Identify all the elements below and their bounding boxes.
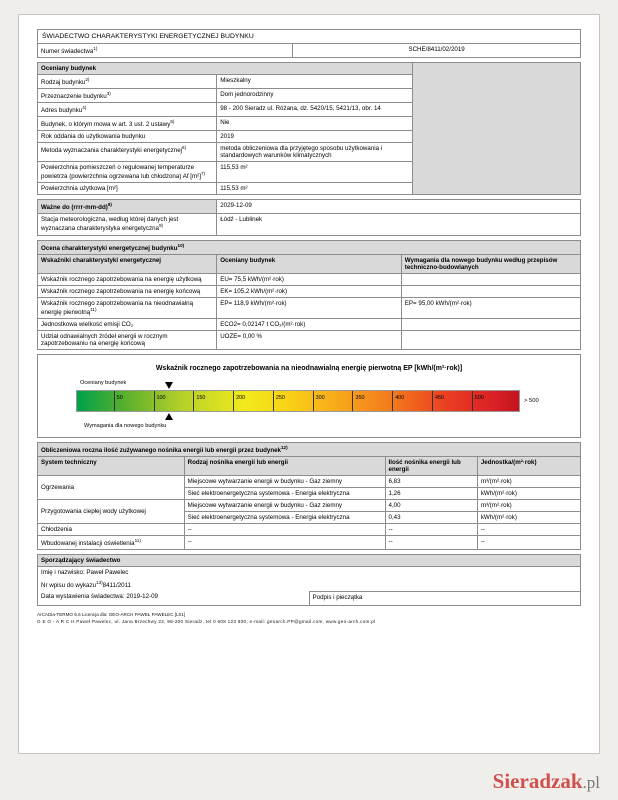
assessed-band: Oceniany budynek (38, 63, 413, 75)
valid-value: 2029-12-09 (217, 200, 581, 214)
row-value: Nie (217, 117, 412, 131)
consumption-header: Jednostka/(m²·rok) (477, 456, 580, 475)
row-label: Powierzchnia użytkowa [m²] (41, 185, 118, 193)
validity-table: Ważne do (rrrr-mm-dd)$^{8)}$ 2029-12-09 Stacja meteorologiczna, według której danych jest wyznaczana charakterystyka energetyczna$^{9)}$ Łódź - Lublinek (37, 199, 581, 235)
author-name-value: Paweł Pawelec (86, 568, 129, 576)
scale-tick: 50 (116, 394, 123, 401)
watermark-brand (493, 769, 600, 794)
scale-tick: 400 (395, 394, 405, 401)
row-amount: -- (385, 535, 477, 549)
row-carrier: Sieć elektroenergetyczna systemowa - Energia elektryczna (184, 487, 385, 499)
row-value: 115,53 m² (217, 162, 412, 183)
rating-row-label: Wskaźnik rocznego zapotrzebowania na energię końcową (38, 285, 217, 297)
consumption-header: Rodzaj nośnika energii lub energii (184, 456, 385, 475)
scale-tick: 450 (435, 394, 445, 401)
row-carrier: Miejscowe wytwarzanie energii w budynku - Gaz ziemny (184, 475, 385, 487)
row-carrier: Sieć elektroenergetyczna systemowa - Energia elektryczna (184, 511, 385, 523)
scale-tick: 350 (355, 394, 365, 401)
row-label: Budynek, o którym mowa w art. 3 ust. 2 ustawy (41, 121, 171, 129)
header-table (37, 29, 581, 58)
rating-col-1: Wskaźniki charakterystyki energetycznej (38, 254, 217, 273)
scale-gradient-wrap (56, 390, 562, 416)
cert-no-value: SCHE/8411/02/2019 (293, 44, 581, 58)
row-value: Mieszkalny (217, 75, 412, 89)
table-row (38, 475, 581, 487)
row-amount: 4,00 (385, 499, 477, 511)
rating-row-value: UOZE= 0,00 % (217, 330, 402, 349)
author-table: Sporządzający świadectwo Imię i nazwisko: Paweł Pawelec Nr wpisu do wykazu$^{13)}$8411/2011 Data wystawienia świadectwa: 2019-12-09 Podpis i pieczątka (37, 554, 581, 606)
scale-tick: 300 (315, 394, 325, 401)
brand-name: Sieradzak (492, 769, 583, 793)
scale-bottom-label: Wymagania dla nowego budynku (84, 422, 167, 429)
rating-row-req (401, 318, 580, 330)
row-label: Przeznaczenie budynku (41, 93, 107, 101)
footer-line-1: ArCADia-TERMO 6.6 Licencja dla: GEO-ARCH PAWEŁ PAWELEC [L01] (37, 611, 186, 617)
rating-row-label: Wskaźnik rocznego zapotrzebowania na nieodnawialną energię pierwotną (41, 299, 194, 316)
rating-row-value: EU= 75,5 kWh/(m²·rok) (217, 273, 402, 285)
row-value: 2019 (217, 131, 412, 143)
author-band: Sporządzający świadectwo (38, 554, 581, 566)
document-footer (37, 612, 581, 626)
row-unit: m³/(m²·rok) (477, 475, 580, 487)
row-amount: 6,83 (385, 475, 477, 487)
row-unit: -- (477, 535, 580, 549)
scale-tick: 150 (196, 394, 206, 401)
row-carrier: Miejscowe wytwarzanie energii w budynku - Gaz ziemny (184, 499, 385, 511)
row-label: Adres budynku (41, 107, 83, 115)
scale-tick: 100 (156, 394, 166, 401)
rating-row-req: EP= 95,00 kWh/(m²·rok) (401, 297, 580, 318)
rating-row-label: Jednostkowa wielkość emisji CO₂ (38, 318, 217, 330)
row-amount: 1,26 (385, 487, 477, 499)
rating-col-2: Oceniany budynek (217, 254, 402, 273)
rating-row-value: EK= 105,2 kWh/(m²·rok) (217, 285, 402, 297)
rating-row-req (401, 330, 580, 349)
page-title: ŚWIADECTWO CHARAKTERYSTYKI ENERGETYCZNEJ BUDYNKU (38, 30, 581, 44)
row-value: 115,53 m² (217, 183, 412, 195)
consumption-table: Obliczeniowa roczna ilość zużywanego nośnika energii lub energii przez budynek$^{12)}$ System techniczny Rodzaj nośnika energii lub energii Ilość nośnika energii lub energii Jednostka/(m²·rok) Ogrzewania Miejscowe wytwarzanie energii w budynku - Gaz ziemny 6,83 m³/(m²·rok) Sieć elektroenergetyczna systemowa - Energia elektryczna 1,26 kWh/(m²·rok) Przygotowania ciepłej wody użytkowej Miejscowe wytwarzanie energii w budynku - Gaz ziemny 4,00 m³/(m²·rok) Sieć elektroenergetyczna systemowa - Energia elektryczna 0,43 kWh/(m²·rok) Chłodzenia -- -- -- Wbudowanej instalacji oświetlenia$^{11)}$ -- -- -- (37, 442, 581, 550)
scale-tick: 200 (236, 394, 246, 401)
author-signature: Podpis i pieczątka (309, 591, 581, 605)
table-row (38, 499, 581, 511)
cert-no-label: Numer świadectwa (41, 48, 94, 56)
rating-row-req (401, 285, 580, 297)
row-unit: kWh/(m²·rok) (477, 511, 580, 523)
rating-band: Ocena charakterystyki energetycznej budynku (41, 244, 178, 252)
energy-scale (37, 354, 581, 438)
row-value: Dom jednorodzinny (217, 89, 412, 103)
brand-tld: .pl (582, 773, 600, 792)
consumption-header: System techniczny (38, 456, 185, 475)
row-label: Metoda wyznaczania charakterystyki energetycznej (41, 147, 183, 155)
row-label: Powierzchnia pomieszczeń o regulowanej temperaturze powietrza (powierzchnia ogrzewana lub chłodzona) Af [m²] (41, 164, 201, 181)
row-carrier: -- (184, 523, 385, 535)
row-system: Chłodzenia (38, 523, 185, 535)
rating-col-3: Wymagania dla nowego budynku według przepisów techniczno-budowlanych (401, 254, 580, 273)
station-value: Łódź - Lublinek (217, 214, 581, 235)
scale-tick: 500 (474, 394, 484, 401)
rating-row-value: EP= 118,9 kWh/(m²·rok) (217, 297, 402, 318)
rating-row-value: ECO2= 0,02147 t CO₂/(m²·rok) (217, 318, 402, 330)
row-amount: 0,43 (385, 511, 477, 523)
requirement-marker-arrow (165, 413, 173, 420)
scale-end-label: > 500 (524, 397, 539, 404)
row-value: 98 - 200 Sieradz ul. Różana, dz. 5420/15, 5421/13, obr. 14 (217, 103, 412, 117)
row-value: metoda obliczeniowa dla przyjętego sposobu użytkowania i standardowych warunków klimatycznych (217, 143, 412, 162)
row-label: Rodzaj budynku (41, 79, 86, 87)
row-system: Przygotowania ciepłej wody użytkowej (38, 499, 185, 523)
cert-no-sup: 1) (93, 46, 98, 51)
scale-title: Wskaźnik rocznego zapotrzebowania na nieodnawialną energię pierwotną EP [kWh/(m²·rok)] (155, 364, 463, 372)
rating-row-label: Wskaźnik rocznego zapotrzebowania na energię użytkową (38, 273, 217, 285)
rating-table: Ocena charakterystyki energetycznej budynku$^{10)}$ Wskaźniki charakterystyki energetycznej Oceniany budynek Wymagania dla nowego budynku według przepisów techniczno-budowlanych Wskaźnik rocznego zapotrzebowania na energię użytkową EU= 75,5 kWh/(m²·rok) Wskaźnik rocznego zapotrzebowania na energię końcową EK= 105,2 kWh/(m²·rok) Wskaźnik rocznego zapotrzebowania na nieodnawialną energię pierwotną$^{11)}$ EP= 118,9 kWh/(m²·rok) EP= 95,00 kWh/(m²·rok) Jednostkowa wielkość emisji CO₂ ECO2= 0,02147 t CO₂/(m²·rok) Udział odnawialnych źródeł energii w rocznym zapotrzebowaniu na energię końcową UOZE= 0,00 % (37, 240, 581, 350)
row-carrier: -- (184, 535, 385, 549)
rating-row-req (401, 273, 580, 285)
table-row: Wbudowanej instalacji oświetlenia$^{11)}$ -- -- -- (38, 535, 581, 549)
row-system: Wbudowanej instalacji oświetlenia (41, 539, 135, 547)
author-reg-label: Nr wpisu do wykazu (41, 581, 97, 589)
row-amount: -- (385, 523, 477, 535)
row-unit: -- (477, 523, 580, 535)
consumption-header: Ilość nośnika energii lub energii (385, 456, 477, 475)
document-page (18, 14, 600, 754)
scale-top-label: Oceniany budynek (80, 379, 127, 386)
scale-gradient (76, 390, 520, 412)
footer-line-2: G E O - A R C H Paweł Pawelec, ul. Jana Brzechwy 22, 98-200 Sieradz, tel 0 608 123 830, e-mail: geoarch.PP@gmail.com, www.geo-arch.com.pl (37, 618, 376, 624)
row-system: Ogrzewania (38, 475, 185, 499)
scale-tick: 250 (275, 394, 285, 401)
author-date-value: 2019-12-09 (126, 593, 158, 601)
author-reg-value: 8411/2011 (102, 581, 132, 589)
author-date-label: Data wystawienia świadectwa: (41, 593, 125, 601)
valid-label: Ważne do (rrrr-mm-dd) (41, 204, 108, 212)
table-row (38, 523, 581, 535)
rating-row-label: Udział odnawialnych źródeł energii w rocznym zapotrzebowaniu na energię końcową (38, 330, 217, 349)
row-unit: m³/(m²·rok) (477, 499, 580, 511)
assessed-building-table: Oceniany budynek Rodzaj budynku$^{2)}$ Mieszkalny Przeznaczenie budynku$^{3)}$ Dom jednorodzinny Adres budynku$^{4)}$ 98 - 200 Sieradz ul. Różana, dz. 5420/15, 5421/13, obr. 14 Budynek, o którym mowa w art. 3 ust. 2 ustawy$^{5)}$ Nie Rok oddania do użytkowania budynku 2019 Metoda wyznaczania charakterystyki energetycznej$^{6)}$ metoda obliczeniowa dla przyjętego sposobu użytkowania i standardowych warunków klimatycznych Powierzchnia pomieszczeń o regulowanej temperaturze powietrza (powierzchnia ogrzewana lub chłodzona) Af $[m^2]^{7)}$ 115,53 m² Powierzchnia użytkowa [m²] 115,53 m² (37, 62, 581, 195)
station-label: Stacja meteorologiczna, według której danych jest wyznaczana charakterystyka energetyczna (41, 216, 179, 233)
consumption-band: Obliczeniowa roczna ilość zużywanego nośnika energii lub energii przez budynek (41, 446, 281, 454)
building-photo-cell (412, 63, 580, 195)
author-name-label: Imię i nazwisko: (41, 568, 85, 576)
row-label: Rok oddania do użytkowania budynku (41, 133, 146, 141)
row-unit: kWh/(m²·rok) (477, 487, 580, 499)
assessed-marker-arrow (165, 382, 173, 389)
